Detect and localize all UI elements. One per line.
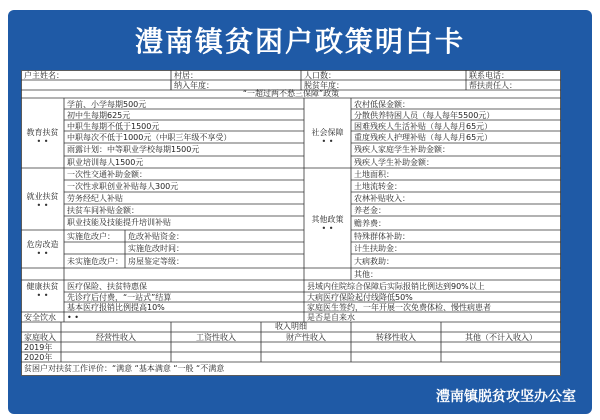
health-left: 医疗保险、扶贫特惠保 [67,282,147,291]
social-label: 社会保障 [311,128,344,137]
social-item: 残疾人学生补助金额： [354,158,434,167]
income-header: 其他（不计入收入） [465,333,537,342]
health-left: 先诊疗后付费，“一站式”结算 [67,293,172,302]
income-header: 工资性收入 [196,333,236,342]
health-right: 家庭医生签约，一年开展一次免费体检、慢性病患者 [307,303,491,312]
water-dots: • • [67,313,79,322]
health-dots: • • [36,291,49,300]
housing-right: 危改补贴资金： [128,232,184,241]
health-left: 基本医疗报销比例提高10% [67,303,165,312]
social-dots: • • [321,137,334,146]
water-label: 安全饮水 [24,313,56,322]
income-header: 转移性收入 [376,333,416,342]
card-title: 澧南镇贫困户政策明白卡 [134,25,465,58]
education-dots: • • [36,137,49,146]
education-item: 中职每次不低于1000元（中职三年级不享受） [67,133,232,142]
income-header: 财产性收入 [286,333,326,342]
other-policy-dots: • • [321,224,334,233]
education-item: 职业培训每人1500元 [67,158,144,167]
housing-right: 实施危改时间： [128,244,184,253]
enroll-year-label: 纳入年度： [174,81,214,90]
health-right: 县域内住院综合保障后实际报销比例达到90%以上 [307,282,485,291]
other-policy-item: 养老金： [354,206,386,215]
village-label: 村居： [174,71,198,80]
phone-label: 联系电话： [469,71,509,80]
social-item: 农村低保金额： [354,100,410,109]
housing-left: 未实施危改户： [67,257,123,266]
education-item: 学前、小学每期500元 [67,100,147,109]
other-policy-item: 土地面积： [354,170,394,179]
employment-item: 职业技能及技能提升培训补贴 [67,218,171,227]
social-item: 困难残疾人生活补贴（每人每月65元） [354,122,493,131]
education-item: 中职生每期不低于1500元 [67,122,160,131]
employment-item: 一次性交通补助金额： [67,170,147,179]
other-policy-label: 其他政策 [311,215,344,224]
education-item: 初中生每期625元 [67,111,131,120]
employment-item: 扶贫车间补贴金额： [67,206,139,215]
other-policy-item: 特殊群体补助： [354,232,410,241]
social-item: 分散供养特困人员（每人每年5500元） [354,111,495,120]
exit-year-label: 脱贫年度： [304,81,344,90]
social-item: 残疾人家庭学生补助金额： [354,145,450,154]
policy-table [21,70,561,376]
employment-dots: • • [36,201,49,210]
policy-title: “一超过两不愁三保障”政策 [242,89,340,98]
population-label: 人口数： [304,71,336,80]
income-header: 经营性收入 [96,333,136,342]
water-right: 是否是自来水 [307,313,355,322]
other-policy-item: 农林补贴收入： [354,194,410,203]
income-year: 2019年 [24,343,53,352]
income-header: 家庭收入 [24,333,56,342]
education-item: 雨露计划：中等职业学校每期1500元 [67,145,200,154]
housing-dots: • • [36,249,49,258]
social-item: 重度残疾人护理补贴（每人每月65元） [354,133,493,142]
income-year: 2020年 [24,353,53,362]
helper-label: 帮扶责任人： [469,81,517,90]
card-footer: 澧南镇脱贫攻坚办公室 [436,389,576,405]
evaluation-row[interactable]: 贫困户对扶贫工作评价：“满意 “基本满意 “一般 “不满意 [24,364,225,373]
housing-left: 实施危改户： [67,232,115,241]
householder-label: 户主姓名： [24,71,64,80]
employment-label: 就业扶贫 [26,192,59,201]
housing-right: 房屋鉴定等级： [128,257,184,266]
health-label: 健康扶贫 [26,282,59,291]
housing-label: 危房改造 [26,240,59,249]
other-policy-item: 土地流转金： [354,182,402,191]
employment-item: 劳务经纪人补贴 [67,194,123,203]
health-right: 大病医疗保险起付线降低50% [307,293,413,302]
income-title: 收入明细 [275,322,307,331]
education-label: 教育扶贫 [26,128,59,137]
other-policy-item: 赡养费： [354,219,386,228]
other-cell: 其他： [354,270,378,279]
employment-item: 一次性求职创业补贴每人300元 [67,182,179,191]
other-policy-item: 计生扶助金： [354,244,402,253]
other-policy-item: 大病救助： [354,257,394,266]
